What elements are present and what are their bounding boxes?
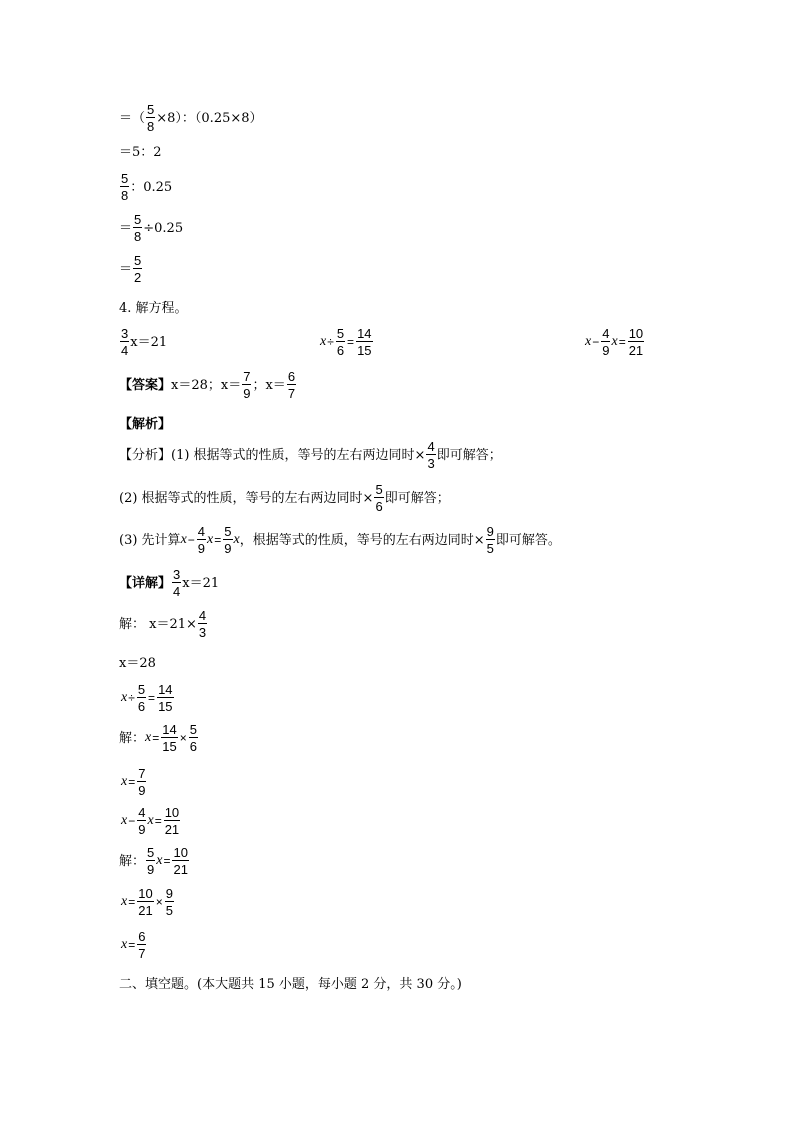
denominator: 6 (189, 739, 197, 754)
denominator: 6 (137, 699, 146, 714)
denominator: 8 (147, 119, 155, 134)
text: (2) 根据等式的性质，等号的左右两边同时× (119, 490, 374, 506)
detail-line-4 (121, 683, 175, 713)
fraction (164, 806, 180, 836)
fraction (287, 370, 296, 400)
fraction (374, 483, 383, 513)
denominator: 9 (147, 862, 155, 877)
operator: = (163, 854, 171, 868)
fraction (137, 887, 153, 917)
denominator: 8 (134, 229, 142, 244)
numerator: 7 (138, 766, 146, 781)
variable: x (121, 894, 128, 909)
fraction (137, 767, 146, 797)
text: ＝ (119, 220, 133, 236)
fraction (137, 683, 146, 713)
fraction (198, 609, 207, 639)
numerator: 5 (121, 171, 129, 186)
answer-label: 【答案】 (119, 377, 172, 393)
text: x＝28 (119, 656, 156, 671)
ratio-line-3 (119, 172, 172, 202)
text: x＝21 (182, 575, 220, 591)
operator: × (155, 895, 163, 909)
text: 即可解答； (384, 490, 450, 506)
fraction (197, 525, 206, 555)
fraction (157, 683, 173, 713)
variable: x (147, 813, 154, 828)
text: ；x＝ (252, 377, 286, 393)
numerator: 14 (357, 326, 372, 341)
numerator: 5 (375, 482, 383, 497)
operator: = (148, 691, 156, 705)
fraction (486, 525, 495, 555)
analysis-line-1 (119, 440, 502, 470)
answer-line (119, 370, 297, 400)
equation-2 (320, 327, 374, 357)
fraction (161, 723, 177, 753)
operator: − (592, 335, 600, 349)
ratio-line-5 (119, 254, 143, 284)
fraction (601, 327, 610, 357)
numerator: 5 (147, 102, 155, 117)
denominator: 4 (173, 584, 181, 599)
operator: ÷ (327, 335, 334, 349)
text: 解： x＝21× (119, 616, 197, 632)
denominator: 3 (198, 625, 207, 640)
detail-line-8 (119, 846, 190, 876)
numerator: 10 (628, 326, 644, 341)
denominator: 9 (602, 343, 610, 358)
ratio-line-1 (119, 103, 263, 133)
numerator: 10 (164, 805, 180, 820)
operator: ÷ (128, 691, 135, 705)
question-title (119, 302, 188, 315)
variable: x (156, 853, 163, 868)
variable: x (121, 937, 128, 952)
text: x＝28；x＝ (171, 377, 242, 393)
analysis-heading (119, 418, 171, 431)
ratio-line-2 (119, 146, 162, 159)
fraction (356, 327, 372, 357)
variable: x (585, 334, 592, 349)
fraction (165, 887, 174, 917)
denominator: 9 (243, 386, 251, 401)
fraction (242, 370, 251, 400)
denominator: 6 (336, 343, 345, 358)
numerator: 5 (336, 326, 345, 341)
variable: x (207, 532, 214, 547)
detail-line-1 (119, 568, 219, 598)
numerator: 10 (138, 886, 153, 901)
numerator: 14 (162, 722, 177, 737)
numerator: 7 (243, 369, 251, 384)
variable: x (121, 774, 128, 789)
operator: = (128, 775, 136, 789)
operator: = (152, 731, 160, 745)
section-heading (119, 978, 462, 991)
fraction (336, 327, 345, 357)
fraction (146, 103, 155, 133)
operator: = (347, 335, 355, 349)
numerator: 5 (224, 524, 232, 539)
detail-label: 【详解】 (119, 575, 172, 591)
fraction (223, 525, 232, 555)
fraction (137, 806, 146, 836)
denominator: 9 (138, 822, 146, 837)
numerator: 5 (134, 253, 142, 268)
text: ＝ (119, 261, 133, 277)
numerator: 4 (197, 524, 206, 539)
denominator: 15 (162, 739, 177, 754)
denominator: 21 (628, 343, 644, 358)
text: 解： (119, 730, 146, 746)
text: 【解析】 (119, 417, 172, 432)
numerator: 9 (486, 524, 494, 539)
denominator: 4 (121, 343, 129, 358)
text: 4. 解方程。 (119, 301, 188, 316)
numerator: 6 (138, 929, 146, 944)
variable: x (320, 334, 327, 349)
fraction (120, 327, 129, 357)
numerator: 6 (287, 369, 296, 384)
text: ＝5：2 (119, 145, 162, 160)
detail-line-3 (119, 657, 156, 670)
numerator: 4 (198, 608, 207, 623)
text: ＝（ (119, 110, 146, 126)
fraction (146, 846, 155, 876)
numerator: 5 (147, 845, 155, 860)
variable: x (121, 690, 128, 705)
detail-line-7 (121, 806, 181, 836)
denominator: 15 (158, 699, 173, 714)
operator: − (187, 533, 195, 547)
equation-3 (585, 327, 645, 357)
denominator: 3 (427, 456, 435, 471)
text: 即可解答； (436, 447, 502, 463)
numerator: 5 (137, 682, 146, 697)
variable: x (145, 730, 152, 745)
equation-1 (119, 327, 167, 357)
numerator: 10 (173, 845, 188, 860)
denominator: 8 (121, 188, 129, 203)
fraction (172, 568, 181, 598)
numerator: 5 (134, 212, 142, 227)
numerator: 4 (138, 805, 146, 820)
fraction (133, 213, 142, 243)
denominator: 21 (138, 903, 153, 918)
denominator: 15 (357, 343, 372, 358)
text: 解： (119, 853, 146, 869)
numerator: 3 (173, 567, 181, 582)
numerator: 14 (158, 682, 173, 697)
ratio-line-4 (119, 213, 183, 243)
denominator: 9 (138, 783, 146, 798)
denominator: 7 (287, 386, 296, 401)
text: 【分析】(1) 根据等式的性质，等号的左右两边同时× (119, 447, 426, 463)
numerator: 4 (602, 326, 610, 341)
denominator: 7 (138, 946, 146, 961)
numerator: 4 (427, 439, 435, 454)
operator: − (128, 814, 136, 828)
fraction (133, 254, 142, 284)
denominator: 5 (165, 903, 173, 918)
text: ×8）：（0.25×8） (156, 110, 263, 126)
fraction (628, 327, 644, 357)
detail-line-10 (121, 930, 147, 960)
text: ，根据等式的性质，等号的左右两边同时× (239, 532, 485, 548)
numerator: 5 (189, 722, 197, 737)
numerator: 9 (165, 886, 173, 901)
fraction (172, 846, 188, 876)
fraction (189, 723, 198, 753)
fraction (426, 440, 435, 470)
detail-line-6 (121, 767, 147, 797)
denominator: 2 (134, 270, 142, 285)
variable: x (233, 532, 240, 547)
denominator: 6 (375, 499, 383, 514)
operator: = (128, 895, 136, 909)
detail-line-5 (119, 723, 199, 753)
fraction (120, 172, 129, 202)
variable: x (121, 813, 128, 828)
analysis-line-2 (119, 483, 450, 513)
text: ÷0.25 (143, 220, 184, 236)
operator: = (618, 335, 626, 349)
denominator: 9 (224, 541, 232, 556)
text: 二、填空题。(本大题共 15 小题，每小题 2 分，共 30 分。) (119, 977, 462, 992)
denominator: 5 (486, 541, 494, 556)
detail-line-2 (119, 609, 208, 639)
denominator: 21 (173, 862, 188, 877)
operator: × (179, 731, 187, 745)
operator: = (128, 938, 136, 952)
operator: = (214, 533, 222, 547)
text: 即可解答。 (495, 532, 561, 548)
denominator: 21 (164, 822, 180, 837)
detail-line-9 (121, 887, 175, 917)
text: x＝21 (130, 334, 168, 350)
text: (3) 先计算 (119, 532, 181, 548)
analysis-line-3 (119, 525, 561, 555)
variable: x (180, 532, 187, 547)
denominator: 9 (197, 541, 206, 556)
variable: x (611, 334, 618, 349)
numerator: 3 (121, 326, 129, 341)
text: ：0.25 (130, 179, 173, 195)
fraction (137, 930, 146, 960)
operator: = (154, 814, 162, 828)
